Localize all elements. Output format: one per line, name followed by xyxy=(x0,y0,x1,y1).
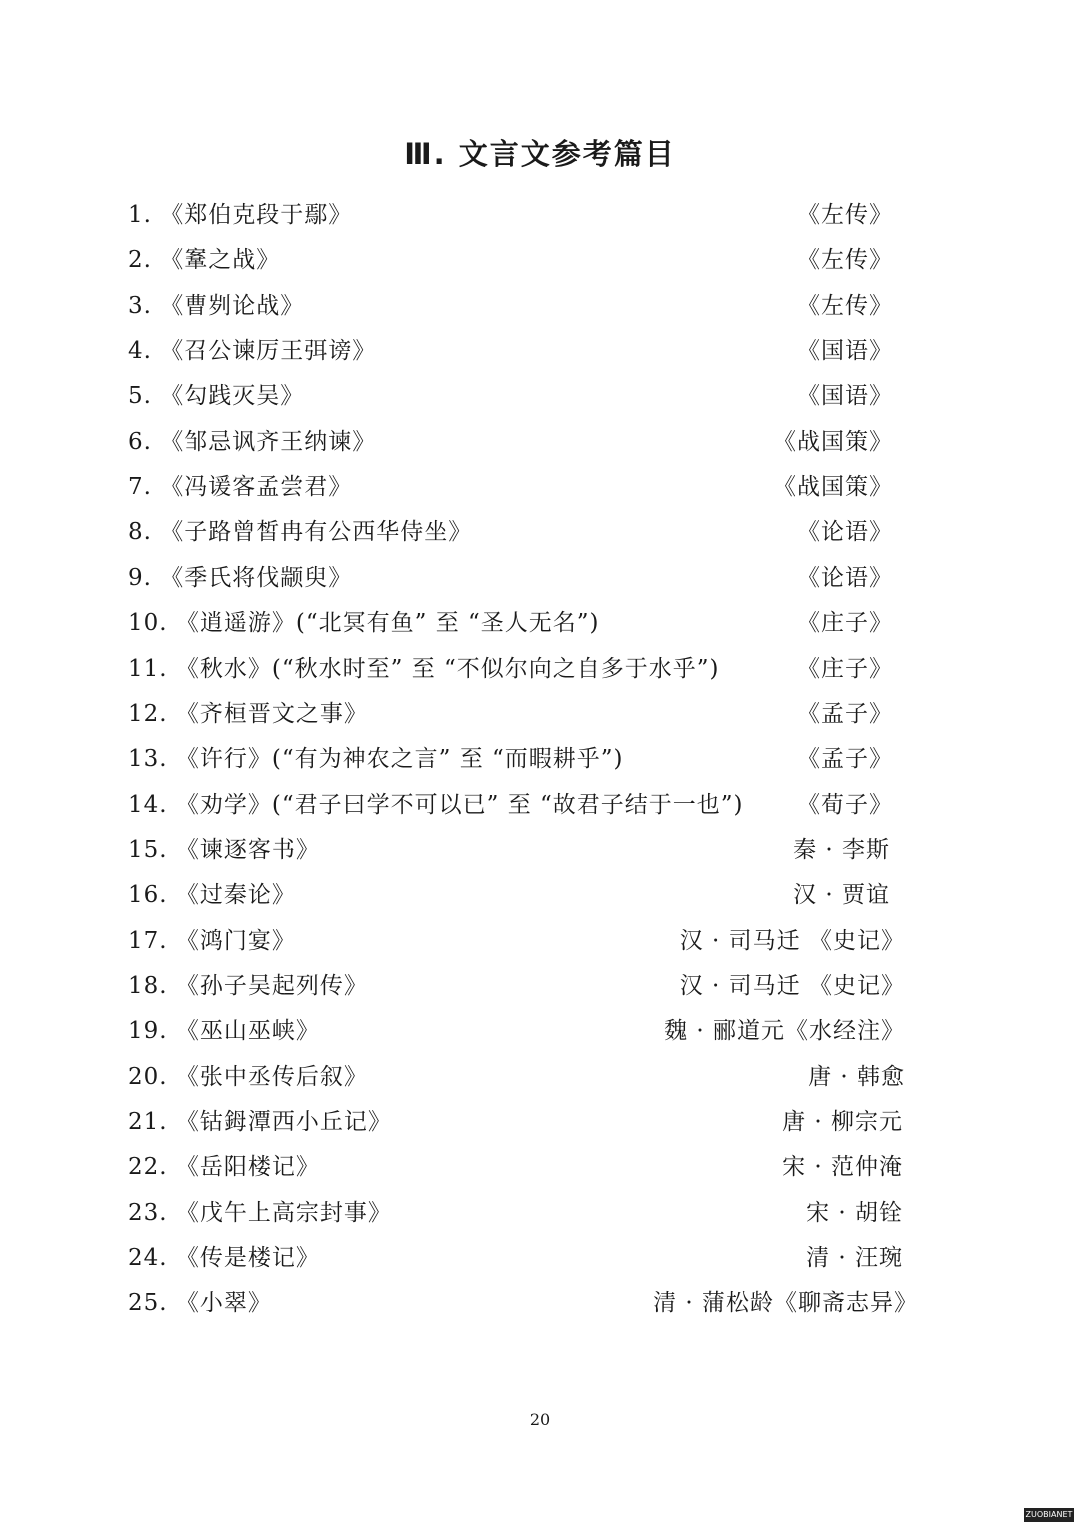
list-item-title: 11. 《秋水》(“秋水时至” 至 “不似尔向之自多于水乎”) xyxy=(128,656,720,682)
list-item-title: 19. 《巫山巫峡》 xyxy=(128,1018,320,1044)
watermark: ZUOBIANET xyxy=(1024,1508,1074,1522)
list-item-source: 《左传》 xyxy=(797,247,893,273)
list-item-title: 12. 《齐桓晋文之事》 xyxy=(128,701,368,727)
list-item-source: 《战国策》 xyxy=(773,429,893,455)
list-item-source: 唐 · 韩愈 xyxy=(808,1064,905,1090)
list-item-source: 《庄子》 xyxy=(797,610,893,636)
list-item-title: 22. 《岳阳楼记》 xyxy=(128,1154,320,1180)
list-item-title: 21. 《钴鉧潭西小丘记》 xyxy=(128,1109,392,1135)
list-item-title: 16. 《过秦论》 xyxy=(128,882,296,908)
list-item-source: 《孟子》 xyxy=(797,746,893,772)
list-item-source: 《论语》 xyxy=(797,565,893,591)
page-title: Ⅲ. 文言文参考篇目 xyxy=(404,137,676,171)
list-item-title: 24. 《传是楼记》 xyxy=(128,1245,320,1271)
list-item-source: 汉 · 司马迁 《史记》 xyxy=(679,973,905,999)
list-item-title: 8. 《子路曾皙冉有公西华侍坐》 xyxy=(128,519,473,545)
list-item-title: 6. 《邹忌讽齐王纳谏》 xyxy=(128,429,377,455)
list-item-title: 2. 《鞌之战》 xyxy=(128,247,281,273)
list-item-source: 宋 · 范仲淹 xyxy=(782,1154,903,1180)
list-item-source: 《国语》 xyxy=(797,383,893,409)
list-item-title: 3. 《曹刿论战》 xyxy=(128,293,305,319)
list-item-source: 《左传》 xyxy=(797,293,893,319)
list-item-title: 14. 《劝学》(“君子曰学不可以已” 至 “故君子结于一也”) xyxy=(128,792,744,818)
list-item-source: 秦 · 李斯 xyxy=(793,837,890,863)
list-item-source: 魏 · 郦道元《水经注》 xyxy=(664,1018,905,1044)
list-item-source: 《左传》 xyxy=(797,202,893,228)
list-item-title: 15. 《谏逐客书》 xyxy=(128,837,320,863)
list-item-source: 《孟子》 xyxy=(797,701,893,727)
list-item-title: 18. 《孙子吴起列传》 xyxy=(128,973,368,999)
list-item-title: 5. 《勾践灭吴》 xyxy=(128,383,305,409)
list-item-title: 7. 《冯谖客孟尝君》 xyxy=(128,474,353,500)
list-item-source: 汉 · 司马迁 《史记》 xyxy=(679,928,905,954)
list-item-source: 清 · 汪琬 xyxy=(806,1245,903,1271)
list-item-title: 17. 《鸿门宴》 xyxy=(128,928,296,954)
list-item-source: 《国语》 xyxy=(797,338,893,364)
list-item-source: 《战国策》 xyxy=(773,474,893,500)
list-item-source: 汉 · 贾谊 xyxy=(793,882,890,908)
list-item-title: 25. 《小翠》 xyxy=(128,1290,272,1316)
list-item-source: 《荀子》 xyxy=(797,792,893,818)
list-item-source: 《论语》 xyxy=(797,519,893,545)
list-item-title: 10. 《逍遥游》(“北冥有鱼” 至 “圣人无名”) xyxy=(128,610,600,636)
list-item-title: 9. 《季氏将伐颛臾》 xyxy=(128,565,353,591)
list-item-title: 20. 《张中丞传后叙》 xyxy=(128,1064,368,1090)
list-item-title: 13. 《许行》(“有为神农之言” 至 “而暇耕乎”) xyxy=(128,746,624,772)
list-item-title: 4. 《召公谏厉王弭谤》 xyxy=(128,338,377,364)
list-item-source: 宋 · 胡铨 xyxy=(806,1200,903,1226)
page-number: 20 xyxy=(529,1410,551,1429)
list-item-source: 清 · 蒲松龄《聊斋志异》 xyxy=(653,1290,918,1316)
list-item-source: 《庄子》 xyxy=(797,656,893,682)
list-item-title: 1. 《郑伯克段于鄢》 xyxy=(128,202,353,228)
list-item-source: 唐 · 柳宗元 xyxy=(782,1109,903,1135)
list-item-title: 23. 《戊午上高宗封事》 xyxy=(128,1200,392,1226)
